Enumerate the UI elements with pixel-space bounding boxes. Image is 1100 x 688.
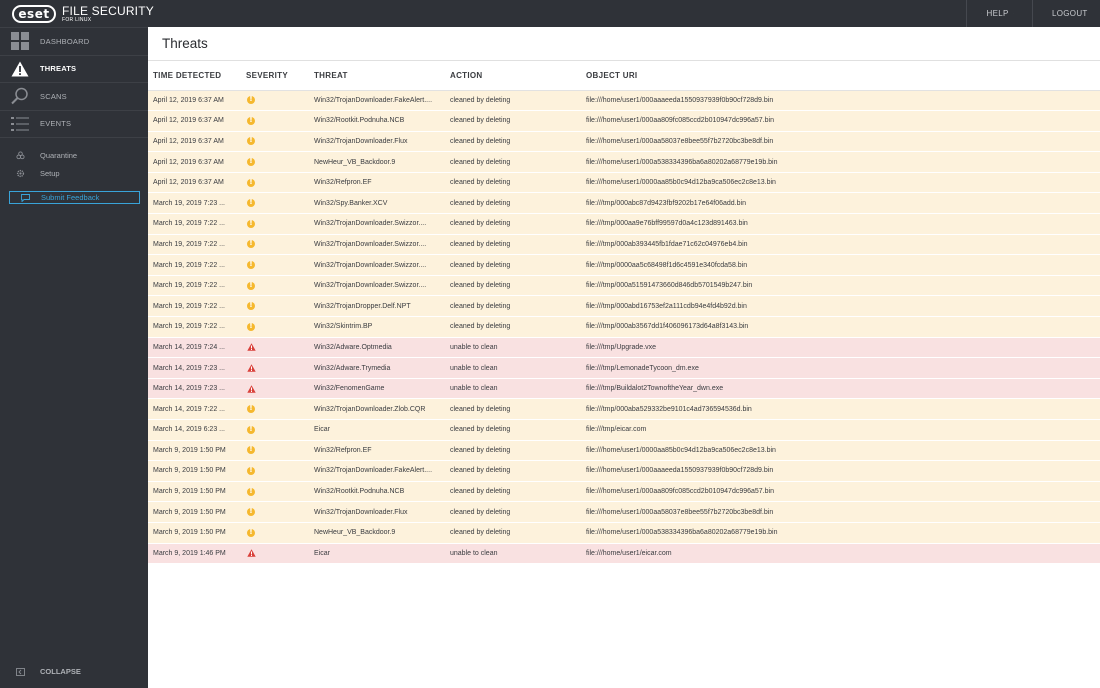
cell-severity bbox=[241, 522, 309, 543]
cell-object-uri: file:///tmp/eicar.com bbox=[581, 420, 1100, 441]
table-row[interactable] bbox=[148, 111, 1100, 132]
warning-severity-icon bbox=[247, 446, 255, 454]
eset-logo[interactable] bbox=[0, 0, 154, 27]
cell-threat: NewHeur_VB_Backdoor.9 bbox=[309, 522, 445, 543]
cell-action: cleaned by deleting bbox=[445, 399, 581, 420]
sidebar-item-dashboard[interactable] bbox=[0, 28, 148, 56]
column-header-action[interactable]: ACTION bbox=[445, 61, 581, 90]
cell-severity bbox=[241, 502, 309, 523]
top-bar bbox=[0, 0, 1100, 27]
sidebar-item-setup[interactable] bbox=[0, 164, 148, 182]
cell-action: unable to clean bbox=[445, 543, 581, 564]
cell-action: cleaned by deleting bbox=[445, 502, 581, 523]
warning-severity-icon bbox=[247, 199, 255, 207]
main-content bbox=[148, 27, 1100, 688]
cell-severity bbox=[241, 358, 309, 379]
cell-object-uri: file:///tmp/000aba529332be9101c4ad736594536d.bin bbox=[581, 399, 1100, 420]
table-row[interactable] bbox=[148, 317, 1100, 338]
cell-severity bbox=[241, 543, 309, 564]
dashboard-icon bbox=[0, 32, 40, 50]
cell-object-uri: file:///home/user1/000aa58037e8bee55f7b2720bc3be8df.bin bbox=[581, 131, 1100, 152]
cell-action: cleaned by deleting bbox=[445, 317, 581, 338]
eset-logo-badge: eset bbox=[12, 5, 56, 23]
gear-icon bbox=[0, 169, 40, 178]
cell-action: cleaned by deleting bbox=[445, 440, 581, 461]
cell-threat: Win32/TrojanDownloader.FakeAlert.... bbox=[309, 461, 445, 482]
cell-threat: Win32/TrojanDownloader.Zlob.CQR bbox=[309, 399, 445, 420]
cell-threat: Win32/Spy.Banker.XCV bbox=[309, 193, 445, 214]
warning-severity-icon bbox=[247, 282, 255, 290]
cell-severity bbox=[241, 337, 309, 358]
cell-object-uri: file:///tmp/LemonadeTycoon_dm.exe bbox=[581, 358, 1100, 379]
warning-severity-icon bbox=[247, 529, 255, 537]
table-row[interactable] bbox=[148, 420, 1100, 441]
sidebar-item-scans[interactable] bbox=[0, 83, 148, 111]
cell-time-detected: April 12, 2019 6:37 AM bbox=[148, 152, 241, 173]
cell-action: cleaned by deleting bbox=[445, 275, 581, 296]
table-row[interactable] bbox=[148, 337, 1100, 358]
cell-action: cleaned by deleting bbox=[445, 152, 581, 173]
cell-threat: Win32/TrojanDownloader.Swizzor.... bbox=[309, 255, 445, 276]
warning-severity-icon bbox=[247, 117, 255, 125]
warning-severity-icon bbox=[247, 405, 255, 413]
column-header-severity[interactable]: SEVERITY bbox=[241, 61, 309, 90]
warning-severity-icon bbox=[247, 508, 255, 516]
critical-severity-icon bbox=[247, 385, 256, 393]
cell-action: cleaned by deleting bbox=[445, 522, 581, 543]
cell-severity bbox=[241, 214, 309, 235]
cell-threat: Win32/FenomenGame bbox=[309, 378, 445, 399]
warning-severity-icon bbox=[247, 158, 255, 166]
table-row[interactable] bbox=[148, 214, 1100, 235]
cell-object-uri: file:///tmp/000aa9e76bff99597d0a4c123d891463.bin bbox=[581, 214, 1100, 235]
cell-time-detected: March 19, 2019 7:22 ... bbox=[148, 214, 241, 235]
cell-action: cleaned by deleting bbox=[445, 172, 581, 193]
cell-object-uri: file:///home/user1/000a538334396ba6a80202a68779e19b.bin bbox=[581, 522, 1100, 543]
cell-time-detected: March 14, 2019 7:23 ... bbox=[148, 358, 241, 379]
collapse-button[interactable] bbox=[0, 667, 81, 676]
sidebar-item-label: SCANS bbox=[40, 91, 67, 101]
sidebar-item-quarantine[interactable] bbox=[0, 146, 148, 164]
cell-object-uri: file:///tmp/000ab3567dd1f406096173d64a8f3143.bin bbox=[581, 317, 1100, 338]
table-row[interactable] bbox=[148, 543, 1100, 564]
cell-object-uri: file:///tmp/000a51591473660d846db5701549b247.bin bbox=[581, 275, 1100, 296]
critical-severity-icon bbox=[247, 549, 256, 557]
cell-time-detected: March 9, 2019 1:50 PM bbox=[148, 522, 241, 543]
cell-severity bbox=[241, 399, 309, 420]
cell-threat: Win32/TrojanDownloader.Swizzor.... bbox=[309, 214, 445, 235]
sidebar-item-label: EVENTS bbox=[40, 119, 72, 129]
submit-feedback-button[interactable] bbox=[9, 191, 140, 204]
table-row[interactable] bbox=[148, 275, 1100, 296]
cell-time-detected: March 19, 2019 7:22 ... bbox=[148, 234, 241, 255]
cell-threat: Win32/TrojanDownloader.FakeAlert.... bbox=[309, 90, 445, 111]
sidebar-item-label: DASHBOARD bbox=[40, 36, 90, 46]
sidebar-subnav bbox=[0, 138, 148, 182]
cell-severity bbox=[241, 172, 309, 193]
submit-feedback-label: Submit Feedback bbox=[41, 193, 100, 202]
cell-threat: Win32/TrojanDownloader.Swizzor.... bbox=[309, 234, 445, 255]
table-row[interactable] bbox=[148, 378, 1100, 399]
sidebar-item-label: THREATS bbox=[40, 64, 77, 74]
help-label: HELP bbox=[986, 9, 1009, 18]
warning-severity-icon bbox=[247, 302, 255, 310]
sidebar-item-events[interactable] bbox=[0, 111, 148, 139]
cell-action: cleaned by deleting bbox=[445, 255, 581, 276]
cell-object-uri: file:///home/user1/000aaaeeda1550937939f0b90cf728d9.bin bbox=[581, 461, 1100, 482]
cell-threat: Win32/TrojanDownloader.Swizzor.... bbox=[309, 275, 445, 296]
column-header-threat[interactable]: THREAT bbox=[309, 61, 445, 90]
cell-action: unable to clean bbox=[445, 337, 581, 358]
cell-object-uri: file:///home/user1/0000aa85b0c94d12ba9ca506ec2c8e13.bin bbox=[581, 172, 1100, 193]
cell-time-detected: March 9, 2019 1:50 PM bbox=[148, 461, 241, 482]
cell-action: cleaned by deleting bbox=[445, 420, 581, 441]
cell-object-uri: file:///home/user1/000aa809fc085ccd2b010947dc996a57.bin bbox=[581, 481, 1100, 502]
cell-object-uri: file:///tmp/000ab393445fb1fdae71c62c04976eb4.bin bbox=[581, 234, 1100, 255]
cell-threat: Win32/Refpron.EF bbox=[309, 172, 445, 193]
warning-severity-icon bbox=[247, 240, 255, 248]
cell-severity bbox=[241, 111, 309, 132]
warning-severity-icon bbox=[247, 137, 255, 145]
sidebar bbox=[0, 27, 148, 688]
cell-object-uri: file:///home/user1/000aaaeeda1550937939f0b90cf728d9.bin bbox=[581, 90, 1100, 111]
logout-label: LOGOUT bbox=[1052, 9, 1088, 18]
cell-severity bbox=[241, 420, 309, 441]
warning-triangle-icon bbox=[0, 61, 40, 77]
logout-button[interactable] bbox=[1032, 0, 1100, 27]
cell-time-detected: March 9, 2019 1:50 PM bbox=[148, 481, 241, 502]
table-row[interactable] bbox=[148, 502, 1100, 523]
cell-threat: NewHeur_VB_Backdoor.9 bbox=[309, 152, 445, 173]
cell-object-uri: file:///tmp/000abc87d9423fbf9202b17e64f06add.bin bbox=[581, 193, 1100, 214]
cell-time-detected: April 12, 2019 6:37 AM bbox=[148, 172, 241, 193]
cell-severity bbox=[241, 296, 309, 317]
table-row[interactable] bbox=[148, 358, 1100, 379]
table-row[interactable] bbox=[148, 255, 1100, 276]
cell-action: cleaned by deleting bbox=[445, 296, 581, 317]
cell-threat: Eicar bbox=[309, 420, 445, 441]
table-header-row bbox=[148, 61, 1100, 90]
cell-action: cleaned by deleting bbox=[445, 214, 581, 235]
cell-object-uri: file:///tmp/000abd16753ef2a111cdb94e4fd4b92d.bin bbox=[581, 296, 1100, 317]
cell-threat: Win32/Rootkit.Podnuha.NCB bbox=[309, 111, 445, 132]
product-subname: FOR LINUX bbox=[62, 16, 92, 23]
page-title: Threats bbox=[148, 27, 1100, 61]
product-name: FILE SECURITY bbox=[62, 3, 154, 18]
cell-action: unable to clean bbox=[445, 378, 581, 399]
cell-object-uri: file:///tmp/0000aa5c68498f1d6c4591e340fcda58.bin bbox=[581, 255, 1100, 276]
cell-severity bbox=[241, 378, 309, 399]
warning-severity-icon bbox=[247, 426, 255, 434]
cell-severity bbox=[241, 193, 309, 214]
cell-time-detected: March 19, 2019 7:22 ... bbox=[148, 296, 241, 317]
cell-object-uri: file:///tmp/Upgrade.vxe bbox=[581, 337, 1100, 358]
help-circle-icon bbox=[981, 9, 982, 18]
biohazard-icon bbox=[0, 151, 40, 160]
cell-severity bbox=[241, 481, 309, 502]
table-row[interactable] bbox=[148, 193, 1100, 214]
cell-severity bbox=[241, 152, 309, 173]
table-row[interactable] bbox=[148, 440, 1100, 461]
warning-severity-icon bbox=[247, 488, 255, 496]
cell-object-uri: file:///home/user1/000a538334396ba6a80202a68779e19b.bin bbox=[581, 152, 1100, 173]
cell-severity bbox=[241, 234, 309, 255]
table-row[interactable] bbox=[148, 172, 1100, 193]
cell-action: cleaned by deleting bbox=[445, 193, 581, 214]
cell-severity bbox=[241, 275, 309, 296]
critical-severity-icon bbox=[247, 343, 256, 351]
cell-time-detected: March 14, 2019 7:23 ... bbox=[148, 378, 241, 399]
cell-object-uri: file:///home/user1/000aa809fc085ccd2b010947dc996a57.bin bbox=[581, 111, 1100, 132]
threats-table bbox=[148, 61, 1100, 564]
cell-action: cleaned by deleting bbox=[445, 481, 581, 502]
help-button[interactable] bbox=[966, 0, 1032, 27]
cell-time-detected: March 9, 2019 1:46 PM bbox=[148, 543, 241, 564]
cell-object-uri: file:///home/user1/000aa58037e8bee55f7b2720bc3be8df.bin bbox=[581, 502, 1100, 523]
sidebar-item-label: Quarantine bbox=[40, 150, 78, 160]
cell-threat: Win32/TrojanDropper.Delf.NPT bbox=[309, 296, 445, 317]
table-row[interactable] bbox=[148, 461, 1100, 482]
table-row[interactable] bbox=[148, 399, 1100, 420]
cell-time-detected: March 9, 2019 1:50 PM bbox=[148, 502, 241, 523]
cell-time-detected: March 9, 2019 1:50 PM bbox=[148, 440, 241, 461]
cell-time-detected: March 19, 2019 7:22 ... bbox=[148, 275, 241, 296]
cell-threat: Win32/Skintrim.BP bbox=[309, 317, 445, 338]
warning-severity-icon bbox=[247, 261, 255, 269]
cell-severity bbox=[241, 317, 309, 338]
cell-action: cleaned by deleting bbox=[445, 131, 581, 152]
cell-object-uri: file:///tmp/Buildalot2TownoftheYear_dwn.exe bbox=[581, 378, 1100, 399]
table-row[interactable] bbox=[148, 131, 1100, 152]
sidebar-nav bbox=[0, 27, 148, 138]
table-row[interactable] bbox=[148, 90, 1100, 111]
cell-threat: Win32/Adware.Trymedia bbox=[309, 358, 445, 379]
collapse-label: COLLAPSE bbox=[40, 667, 81, 676]
warning-severity-icon bbox=[247, 96, 255, 104]
cell-action: cleaned by deleting bbox=[445, 111, 581, 132]
cell-threat: Win32/Refpron.EF bbox=[309, 440, 445, 461]
cell-time-detected: March 19, 2019 7:23 ... bbox=[148, 193, 241, 214]
table-row[interactable] bbox=[148, 296, 1100, 317]
list-icon bbox=[0, 116, 40, 132]
table-row[interactable] bbox=[148, 234, 1100, 255]
cell-severity bbox=[241, 131, 309, 152]
sidebar-item-threats[interactable] bbox=[0, 56, 148, 84]
sidebar-item-label: Setup bbox=[40, 168, 60, 178]
cell-action: cleaned by deleting bbox=[445, 461, 581, 482]
threats-table-body bbox=[148, 90, 1100, 564]
cell-severity bbox=[241, 255, 309, 276]
warning-severity-icon bbox=[247, 179, 255, 187]
warning-severity-icon bbox=[247, 220, 255, 228]
critical-severity-icon bbox=[247, 364, 256, 372]
table-row[interactable] bbox=[148, 522, 1100, 543]
cell-time-detected: March 14, 2019 7:22 ... bbox=[148, 399, 241, 420]
collapse-icon bbox=[0, 668, 40, 676]
cell-threat: Win32/Rootkit.Podnuha.NCB bbox=[309, 481, 445, 502]
warning-severity-icon bbox=[247, 467, 255, 475]
cell-severity bbox=[241, 90, 309, 111]
cell-time-detected: April 12, 2019 6:37 AM bbox=[148, 131, 241, 152]
column-header-object-uri[interactable]: OBJECT URI bbox=[581, 61, 1100, 90]
cell-action: cleaned by deleting bbox=[445, 234, 581, 255]
magnifier-icon bbox=[0, 87, 40, 105]
cell-time-detected: March 19, 2019 7:22 ... bbox=[148, 317, 241, 338]
cell-time-detected: April 12, 2019 6:37 AM bbox=[148, 111, 241, 132]
cell-severity bbox=[241, 440, 309, 461]
cell-action: cleaned by deleting bbox=[445, 90, 581, 111]
cell-threat: Win32/Adware.Optmedia bbox=[309, 337, 445, 358]
cell-action: unable to clean bbox=[445, 358, 581, 379]
table-row[interactable] bbox=[148, 481, 1100, 502]
warning-severity-icon bbox=[247, 323, 255, 331]
cell-severity bbox=[241, 461, 309, 482]
cell-threat: Win32/TrojanDownloader.Flux bbox=[309, 131, 445, 152]
cell-threat: Win32/TrojanDownloader.Flux bbox=[309, 502, 445, 523]
cell-time-detected: March 19, 2019 7:22 ... bbox=[148, 255, 241, 276]
cell-threat: Eicar bbox=[309, 543, 445, 564]
cell-object-uri: file:///home/user1/0000aa85b0c94d12ba9ca506ec2c8e13.bin bbox=[581, 440, 1100, 461]
speech-bubble-icon bbox=[10, 194, 41, 202]
cell-time-detected: March 14, 2019 7:24 ... bbox=[148, 337, 241, 358]
cell-object-uri: file:///home/user1/eicar.com bbox=[581, 543, 1100, 564]
column-header-time[interactable]: TIME DETECTED bbox=[148, 61, 241, 90]
cell-time-detected: April 12, 2019 6:37 AM bbox=[148, 90, 241, 111]
table-row[interactable] bbox=[148, 152, 1100, 173]
cell-time-detected: March 14, 2019 6:23 ... bbox=[148, 420, 241, 441]
